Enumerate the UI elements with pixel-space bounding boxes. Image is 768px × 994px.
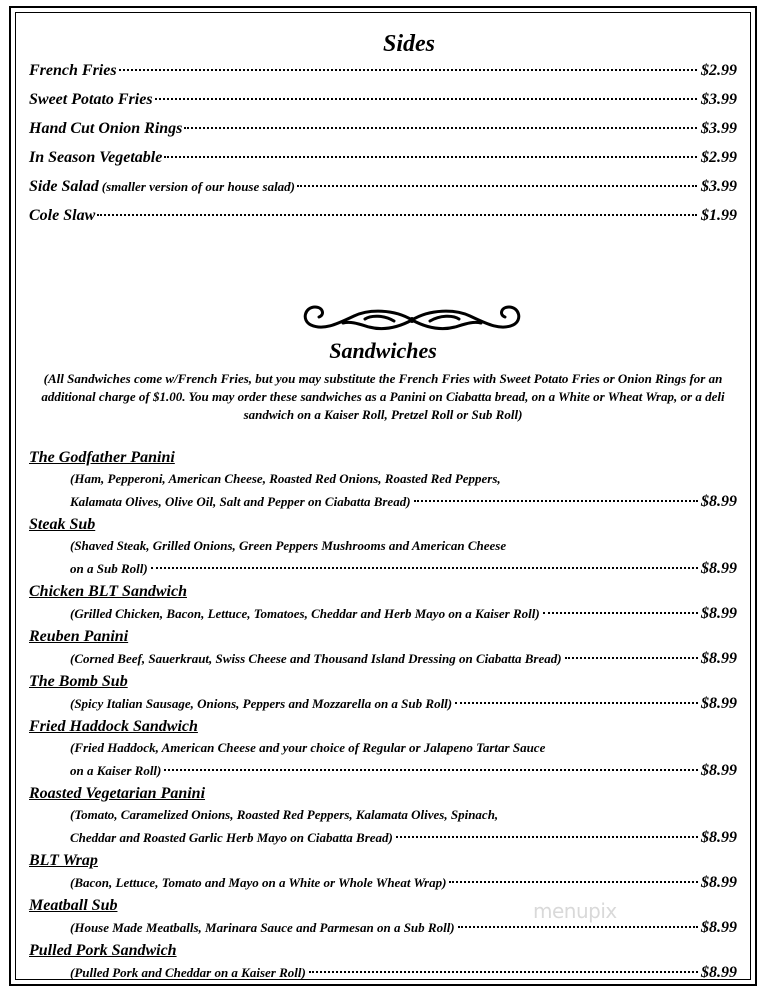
dot-leader bbox=[458, 926, 698, 928]
dot-leader bbox=[164, 769, 698, 771]
sides-list bbox=[29, 62, 737, 236]
sandwich-item bbox=[29, 715, 737, 782]
dot-leader bbox=[396, 836, 698, 838]
sandwich-price-row bbox=[29, 916, 737, 939]
side-item-name: Side Salad bbox=[29, 178, 99, 195]
side-item bbox=[29, 149, 737, 178]
sandwich-price: $8.99 bbox=[701, 650, 737, 667]
side-item-name: In Season Vegetable bbox=[29, 149, 163, 166]
sandwich-name: The Godfather Panini bbox=[29, 449, 175, 466]
sandwich-item bbox=[29, 625, 737, 670]
side-item-price: $3.99 bbox=[701, 120, 737, 137]
sandwich-price: $8.99 bbox=[701, 695, 737, 712]
dot-leader bbox=[449, 881, 698, 883]
sandwich-name: Pulled Pork Sandwich bbox=[29, 942, 177, 959]
dot-leader bbox=[164, 156, 697, 158]
sandwich-item bbox=[29, 782, 737, 849]
sandwich-description: on a Sub Roll) bbox=[70, 561, 148, 576]
side-item bbox=[29, 207, 737, 236]
sandwich-price: $8.99 bbox=[701, 560, 737, 577]
sandwich-name: Steak Sub bbox=[29, 516, 96, 533]
dot-leader bbox=[97, 214, 697, 216]
scroll-flourish-icon bbox=[299, 301, 525, 339]
side-item-name: French Fries bbox=[29, 62, 117, 79]
sandwich-item bbox=[29, 894, 737, 939]
sandwich-item bbox=[29, 670, 737, 715]
dot-leader bbox=[297, 185, 697, 187]
dot-leader bbox=[184, 127, 697, 129]
sandwich-price: $8.99 bbox=[701, 964, 737, 981]
sandwich-price-row bbox=[29, 871, 737, 894]
side-item bbox=[29, 62, 737, 91]
sandwich-description: (Spicy Italian Sausage, Onions, Peppers and Mozzarella on a Sub Roll) bbox=[70, 696, 453, 711]
sandwich-description: on a Kaiser Roll) bbox=[70, 763, 162, 778]
sandwich-description: (Corned Beef, Sauerkraut, Swiss Cheese and Thousand Island Dressing on Ciabatta Bread) bbox=[70, 651, 562, 666]
sandwich-item bbox=[29, 513, 737, 580]
sandwich-description: (Bacon, Lettuce, Tomato and Mayo on a White or Whole Wheat Wrap) bbox=[70, 875, 447, 890]
side-item-price: $2.99 bbox=[701, 149, 737, 166]
dot-leader bbox=[543, 612, 698, 614]
sandwich-price-row bbox=[29, 557, 737, 580]
sandwich-item bbox=[29, 849, 737, 894]
dot-leader bbox=[455, 702, 698, 704]
sandwich-name: BLT Wrap bbox=[29, 852, 98, 869]
side-item-name: Cole Slaw bbox=[29, 207, 96, 224]
dot-leader bbox=[151, 567, 698, 569]
side-item-price: $3.99 bbox=[701, 178, 737, 195]
sandwich-description: Kalamata Olives, Olive Oil, Salt and Pepper on Ciabatta Bread) bbox=[70, 494, 411, 509]
sandwich-description: (Grilled Chicken, Bacon, Lettuce, Tomatoes, Cheddar and Herb Mayo on a Kaiser Roll) bbox=[70, 606, 540, 621]
side-item-price: $3.99 bbox=[701, 91, 737, 108]
side-item-note: (smaller version of our house salad) bbox=[101, 179, 296, 194]
side-item-price: $2.99 bbox=[701, 62, 737, 79]
sandwich-item bbox=[29, 446, 737, 513]
sandwich-description: (Pulled Pork and Cheddar on a Kaiser Roll) bbox=[70, 965, 306, 980]
sandwich-name: The Bomb Sub bbox=[29, 673, 128, 690]
sandwich-description: (Ham, Pepperoni, American Cheese, Roasted Red Onions, Roasted Red Peppers, bbox=[70, 471, 501, 486]
sandwich-price: $8.99 bbox=[701, 829, 737, 846]
side-item bbox=[29, 91, 737, 120]
sandwiches-intro: (All Sandwiches come w/French Fries, but you may substitute the French Fries with Sweet Potato Fries or Onion Rings for an additional charge of $1.00. You may order these sandwiches as a Panini on Ciabatta bread, on a White or Wheat Wrap, or a deli sandwich on a Kaiser Roll, Pretzel Roll or Sub Roll) bbox=[41, 371, 725, 422]
side-item-name: Sweet Potato Fries bbox=[29, 91, 153, 108]
sandwich-description: (Shaved Steak, Grilled Onions, Green Peppers Mushrooms and American Cheese bbox=[70, 538, 507, 553]
sandwich-description: Cheddar and Roasted Garlic Herb Mayo on Ciabatta Bread) bbox=[70, 830, 393, 845]
side-item-price: $1.99 bbox=[701, 207, 737, 224]
sandwich-price: $8.99 bbox=[701, 874, 737, 891]
sandwich-description: (Tomato, Caramelized Onions, Roasted Red Peppers, Kalamata Olives, Spinach, bbox=[70, 807, 499, 822]
dot-leader bbox=[414, 500, 698, 502]
sandwich-price-row bbox=[29, 759, 737, 782]
sandwich-list bbox=[29, 446, 737, 984]
sandwiches-title: Sandwiches bbox=[329, 338, 437, 363]
sandwich-price-row bbox=[29, 490, 737, 513]
sandwich-price-row bbox=[29, 647, 737, 670]
side-item-name: Hand Cut Onion Rings bbox=[29, 120, 183, 137]
sandwich-description: (Fried Haddock, American Cheese and your choice of Regular or Jalapeno Tartar Sauce bbox=[70, 740, 546, 755]
side-item bbox=[29, 120, 737, 149]
sandwich-name: Meatball Sub bbox=[29, 897, 118, 914]
dot-leader bbox=[309, 971, 698, 973]
sandwich-name: Chicken BLT Sandwich bbox=[29, 583, 187, 600]
sides-title: Sides bbox=[382, 31, 435, 57]
side-item bbox=[29, 178, 737, 207]
dot-leader bbox=[155, 98, 697, 100]
dot-leader bbox=[565, 657, 698, 659]
sandwich-price-row bbox=[29, 602, 737, 625]
sandwich-price: $8.99 bbox=[701, 605, 737, 622]
sandwich-price-row bbox=[29, 826, 737, 849]
sandwich-name: Roasted Vegetarian Panini bbox=[29, 785, 206, 802]
sandwich-item bbox=[29, 939, 737, 984]
sandwich-item bbox=[29, 580, 737, 625]
sandwich-price-row bbox=[29, 692, 737, 715]
sandwich-name: Fried Haddock Sandwich bbox=[29, 718, 198, 735]
sandwich-name: Reuben Panini bbox=[29, 628, 129, 645]
watermark: menupix bbox=[533, 899, 617, 923]
sandwich-price: $8.99 bbox=[701, 762, 737, 779]
sandwich-price: $8.99 bbox=[701, 493, 737, 510]
sandwich-price: $8.99 bbox=[701, 919, 737, 936]
sandwich-price-row bbox=[29, 961, 737, 984]
dot-leader bbox=[119, 69, 697, 71]
sandwich-description: (House Made Meatballs, Marinara Sauce and Parmesan on a Sub Roll) bbox=[70, 920, 455, 935]
